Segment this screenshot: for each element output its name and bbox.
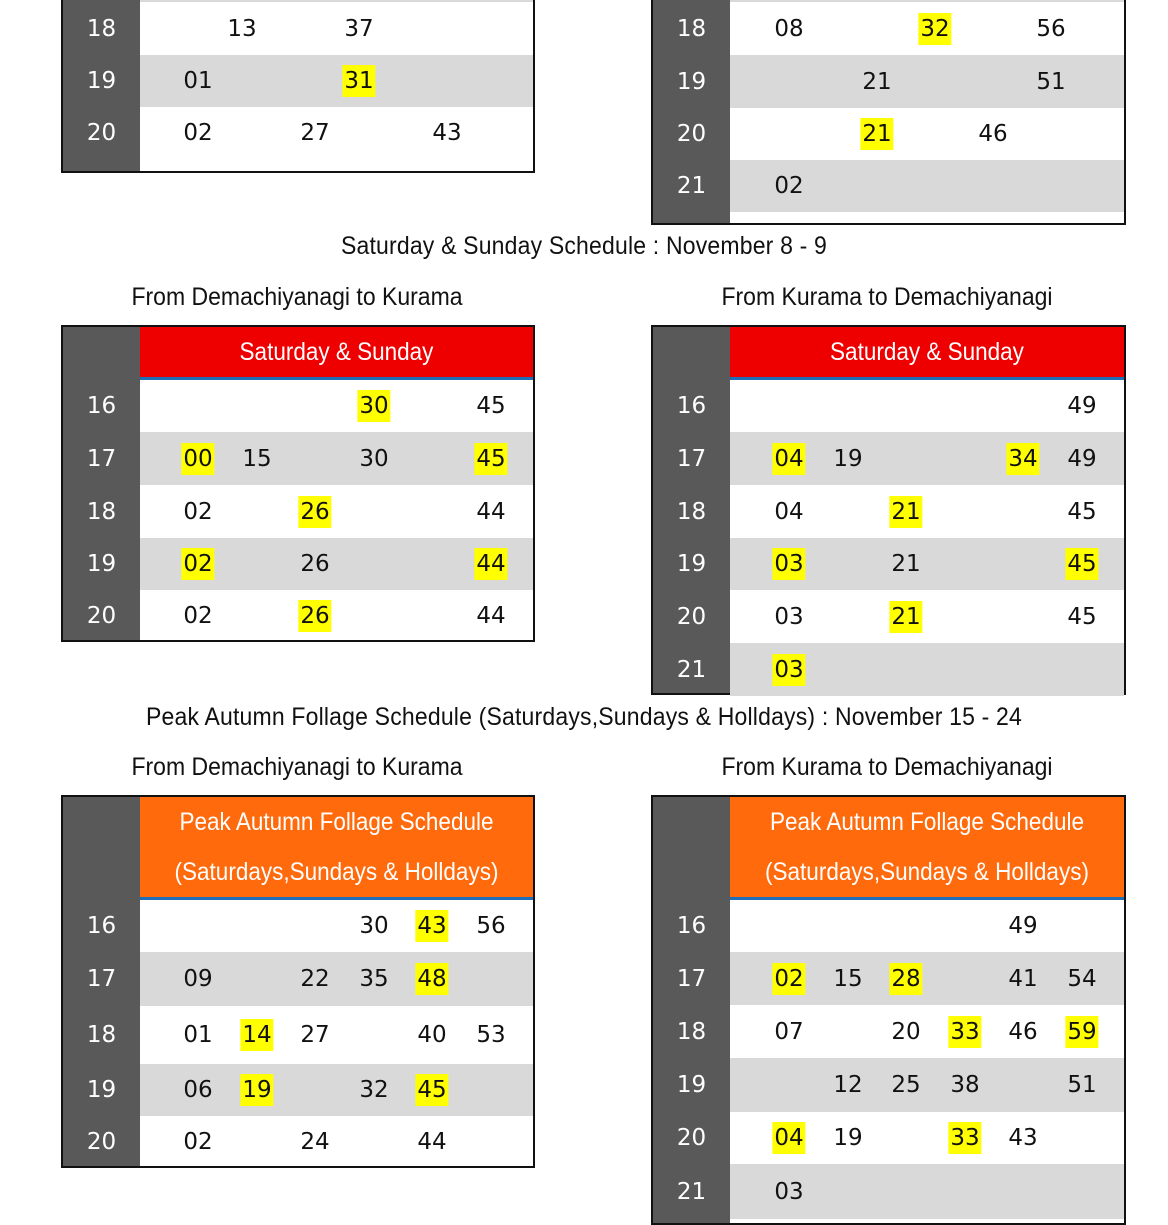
departure-minute-highlighted: 04 (772, 1122, 805, 1154)
departure-minute-highlighted: 59 (1065, 1016, 1098, 1048)
departure-minute: 21 (862, 68, 892, 95)
table-header-line: Peak Autumn Follage Schedule (770, 808, 1084, 836)
hour-label: 19 (86, 1077, 117, 1103)
table-row (653, 485, 1124, 538)
departure-minute: 54 (1067, 965, 1097, 992)
departure-minute-highlighted: 21 (889, 496, 922, 528)
timetable-peak-left (61, 795, 535, 1168)
departure-minute: 53 (476, 1022, 506, 1048)
table-row (653, 432, 1124, 485)
table-header-line: (Saturdays,Sundays & Holldays) (174, 858, 499, 886)
hour-label: 18 (676, 15, 707, 42)
departure-minute: 04 (774, 498, 804, 525)
hour-label: 17 (676, 965, 707, 992)
table-row (653, 590, 1124, 643)
departure-minute: 45 (1067, 603, 1097, 630)
table-row (63, 538, 533, 590)
table-header-line: Saturday & Sunday (239, 338, 434, 366)
table-header-line: Peak Autumn Follage Schedule (179, 808, 494, 836)
table-row (653, 55, 1124, 108)
departure-minute: 37 (344, 15, 374, 42)
departure-minute: 43 (432, 120, 462, 146)
table-row (653, 538, 1124, 590)
departure-minute: 02 (183, 120, 213, 146)
departure-minute: 02 (183, 603, 213, 629)
hour-label: 19 (676, 68, 707, 95)
departure-minute: 07 (774, 1018, 804, 1045)
hour-label: 20 (86, 120, 117, 146)
hour-label: 18 (86, 498, 117, 525)
departure-minute-highlighted: 43 (415, 910, 448, 942)
departure-minute: 43 (1008, 1125, 1038, 1151)
hour-label: 21 (676, 1178, 707, 1205)
hour-label: 18 (676, 1018, 707, 1045)
departure-minute-highlighted: 26 (298, 496, 331, 528)
table-row (63, 952, 533, 1006)
departure-minute-highlighted: 00 (181, 443, 214, 475)
departure-minute: 01 (183, 1022, 213, 1048)
departure-minute-highlighted: 02 (772, 963, 805, 995)
hour-label: 17 (676, 445, 707, 472)
direction-label-weekend-right: From Kurama to Demachiyanagi (721, 283, 1053, 311)
row-band (730, 900, 1124, 952)
departure-minute-highlighted: 45 (1065, 548, 1098, 580)
table-row (63, 900, 533, 952)
table-row (63, 2, 533, 55)
hour-label: 16 (86, 913, 117, 939)
departure-minute-highlighted: 45 (474, 443, 507, 475)
departure-minute: 32 (359, 1077, 389, 1103)
timetable-peak-right (651, 795, 1126, 1225)
departure-minute: 12 (833, 1072, 863, 1098)
departure-minute-highlighted: 31 (342, 65, 375, 97)
hour-label: 18 (86, 1022, 117, 1048)
departure-minute-highlighted: 03 (772, 654, 805, 686)
departure-minute-highlighted: 44 (474, 548, 507, 580)
departure-minute-highlighted: 48 (415, 963, 448, 995)
table-row (653, 380, 1124, 432)
section-title-weekend: Saturday & Sunday Schedule : November 8 - 9 (340, 232, 828, 260)
hour-label: 21 (676, 173, 707, 199)
departure-minute: 01 (183, 68, 213, 94)
departure-minute: 22 (300, 966, 330, 992)
departure-minute: 49 (1067, 393, 1097, 419)
departure-minute: 09 (183, 966, 213, 992)
departure-minute-highlighted: 33 (948, 1122, 981, 1154)
departure-minute: 02 (183, 498, 213, 525)
departure-minute-highlighted: 26 (298, 600, 331, 632)
departure-minute: 38 (950, 1072, 980, 1098)
departure-minute: 40 (417, 1022, 447, 1048)
hour-label: 20 (676, 1125, 707, 1151)
table-row (63, 107, 533, 159)
departure-minute: 06 (183, 1077, 213, 1103)
departure-minute: 19 (833, 445, 863, 472)
table-row (653, 900, 1124, 952)
departure-minute-highlighted: 34 (1006, 443, 1039, 475)
timetable-weekend-right (651, 325, 1126, 695)
departure-minute: 26 (300, 551, 330, 577)
table-header (140, 797, 533, 900)
table-row (653, 643, 1124, 696)
table-header (140, 327, 533, 380)
table-row (63, 1006, 533, 1064)
hour-label: 18 (86, 15, 117, 42)
departure-minute: 25 (891, 1072, 921, 1098)
hour-label: 19 (86, 68, 117, 94)
hour-label: 20 (676, 603, 707, 630)
departure-minute-highlighted: 33 (948, 1016, 981, 1048)
departure-minute-highlighted: 28 (889, 963, 922, 995)
table-row (653, 1164, 1124, 1219)
departure-minute: 56 (476, 913, 506, 939)
table-header (730, 327, 1124, 380)
hour-label: 21 (676, 656, 707, 683)
table-row (653, 2, 1124, 55)
departure-minute: 21 (891, 551, 921, 577)
departure-minute: 15 (242, 445, 272, 472)
table-row (653, 1058, 1124, 1112)
hour-label: 17 (86, 966, 117, 992)
departure-minute: 44 (476, 603, 506, 629)
departure-minute: 46 (1008, 1018, 1038, 1045)
hour-label: 19 (676, 551, 707, 577)
timetable-top-right (651, 0, 1126, 225)
departure-minute: 24 (300, 1129, 330, 1155)
departure-minute: 20 (891, 1018, 921, 1045)
departure-minute: 49 (1067, 445, 1097, 472)
departure-minute: 15 (833, 965, 863, 992)
timetable-weekend-left (61, 325, 535, 642)
direction-label-weekend-left: From Demachiyanagi to Kurama (131, 283, 463, 311)
departure-minute-highlighted: 21 (860, 118, 893, 150)
hour-label: 17 (86, 445, 117, 472)
departure-minute-highlighted: 02 (181, 548, 214, 580)
table-row (653, 160, 1124, 212)
table-row (63, 380, 533, 432)
table-row (63, 1064, 533, 1116)
table-header-line: (Saturdays,Sundays & Holldays) (765, 858, 1089, 886)
departure-minute: 45 (1067, 498, 1097, 525)
departure-minute: 56 (1036, 15, 1066, 42)
departure-minute-highlighted: 04 (772, 443, 805, 475)
departure-minute: 30 (359, 445, 389, 472)
departure-minute-highlighted: 03 (772, 548, 805, 580)
departure-minute: 19 (833, 1125, 863, 1151)
table-row (63, 590, 533, 642)
departure-minute: 51 (1067, 1072, 1097, 1098)
section-title-peak: Peak Autumn Follage Schedule (Saturdays,Sundays & Holldays) : November 15 - 24 (145, 703, 1023, 731)
departure-minute: 46 (978, 121, 1008, 147)
direction-label-peak-right: From Kurama to Demachiyanagi (721, 753, 1053, 781)
table-row (63, 485, 533, 538)
departure-minute: 02 (774, 173, 804, 199)
departure-minute: 35 (359, 966, 389, 992)
departure-minute-highlighted: 21 (889, 601, 922, 633)
table-row (653, 1112, 1124, 1164)
hour-label: 20 (86, 603, 117, 629)
hour-label: 20 (86, 1129, 117, 1155)
hour-label: 20 (676, 121, 707, 147)
timetable-top-left (61, 0, 535, 173)
hour-label: 19 (676, 1072, 707, 1098)
departure-minute: 45 (476, 393, 506, 419)
departure-minute: 03 (774, 603, 804, 630)
departure-minute: 27 (300, 1022, 330, 1048)
hour-label: 19 (86, 551, 117, 577)
table-header (730, 797, 1124, 900)
departure-minute: 02 (183, 1129, 213, 1155)
departure-minute: 44 (476, 498, 506, 525)
hour-label: 16 (676, 393, 707, 419)
table-row (63, 55, 533, 107)
departure-minute: 44 (417, 1129, 447, 1155)
departure-minute-highlighted: 14 (240, 1019, 273, 1051)
row-band (730, 108, 1124, 160)
departure-minute-highlighted: 32 (918, 13, 951, 45)
table-row (63, 432, 533, 485)
departure-minute: 41 (1008, 965, 1038, 992)
departure-minute: 08 (774, 15, 804, 42)
hour-label: 16 (86, 393, 117, 419)
table-row (653, 108, 1124, 160)
departure-minute: 51 (1036, 68, 1066, 95)
departure-minute: 30 (359, 913, 389, 939)
hour-label: 16 (676, 913, 707, 939)
table-row (653, 952, 1124, 1005)
direction-label-peak-left: From Demachiyanagi to Kurama (131, 753, 463, 781)
departure-minute-highlighted: 19 (240, 1074, 273, 1106)
hour-label: 18 (676, 498, 707, 525)
departure-minute: 27 (300, 120, 330, 146)
departure-minute-highlighted: 45 (415, 1074, 448, 1106)
departure-minute: 03 (774, 1178, 804, 1205)
table-row (63, 1116, 533, 1168)
row-band (140, 2, 533, 55)
departure-minute: 13 (227, 15, 257, 42)
departure-minute-highlighted: 30 (357, 390, 390, 422)
table-header-line: Saturday & Sunday (830, 338, 1024, 366)
table-row (653, 1005, 1124, 1058)
departure-minute: 49 (1008, 913, 1038, 939)
